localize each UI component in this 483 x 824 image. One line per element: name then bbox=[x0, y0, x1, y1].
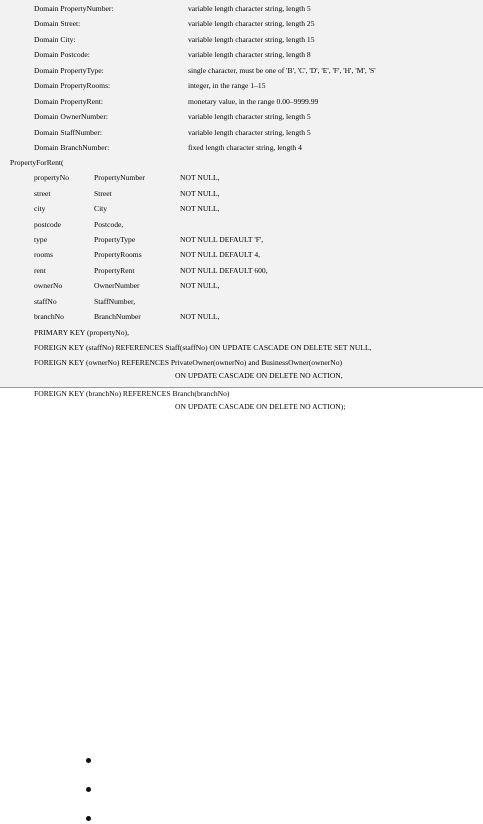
domain-definition: variable length character string, length 25 bbox=[188, 19, 315, 28]
domain-name: Domain PropertyNumber: bbox=[34, 4, 114, 13]
foreign-key-action-line: ON UPDATE CASCADE ON DELETE NO ACTION, bbox=[175, 371, 343, 380]
domain-name: Domain PropertyType: bbox=[34, 66, 104, 75]
column-name: ownerNo bbox=[34, 281, 63, 290]
domain-definition: variable length character string, length 5 bbox=[188, 112, 311, 121]
schema-definition-box bbox=[0, 0, 483, 388]
domain-name: Domain Street: bbox=[34, 19, 81, 28]
column-name: branchNo bbox=[34, 312, 64, 321]
column-domain: PropertyNumber bbox=[94, 173, 146, 182]
column-domain: StaffNumber, bbox=[94, 297, 136, 306]
domain-definition: single character, must be one of 'B', 'C', 'D', 'E', 'F', 'H', 'M', 'S' bbox=[188, 66, 376, 75]
column-name: type bbox=[34, 235, 48, 244]
column-domain: PropertyType bbox=[94, 235, 136, 244]
domain-name: Domain PropertyRooms: bbox=[34, 81, 111, 90]
domain-definition: monetary value, in the range 0.00–9999.99 bbox=[188, 97, 319, 106]
domain-definition: fixed length character string, length 4 bbox=[188, 143, 302, 152]
domain-definition: variable length character string, length 8 bbox=[188, 50, 311, 59]
column-domain: OwnerNumber bbox=[94, 281, 140, 290]
column-name: street bbox=[34, 189, 51, 198]
relation-header: PropertyForRent( bbox=[10, 158, 64, 167]
foreign-key-line: FOREIGN KEY (staffNo) REFERENCES Staff(staffNo) ON UPDATE CASCADE ON DELETE SET NULL, bbox=[34, 343, 372, 352]
foreign-key-line: FOREIGN KEY (branchNo) REFERENCES Branch(branchNo) bbox=[34, 389, 230, 398]
bullet-point bbox=[86, 787, 91, 792]
column-name: city bbox=[34, 204, 46, 213]
column-name: postcode bbox=[34, 220, 61, 229]
domain-name: Domain Postcode: bbox=[34, 50, 90, 59]
column-name: staffNo bbox=[34, 297, 57, 306]
foreign-key-action-line: ON UPDATE CASCADE ON DELETE NO ACTION); bbox=[175, 402, 346, 411]
column-domain: PropertyRent bbox=[94, 266, 135, 275]
column-constraint: NOT NULL, bbox=[180, 173, 220, 182]
domain-name: Domain OwnerNumber: bbox=[34, 112, 109, 121]
domain-definition: integer, in the range 1–15 bbox=[188, 81, 266, 90]
bullet-point bbox=[86, 816, 91, 821]
column-constraint: NOT NULL, bbox=[180, 312, 220, 321]
column-constraint: NOT NULL, bbox=[180, 189, 220, 198]
bullet-point bbox=[86, 758, 91, 763]
primary-key-line: PRIMARY KEY (propertyNo), bbox=[34, 328, 129, 337]
domain-name: Domain BranchNumber: bbox=[34, 143, 110, 152]
column-constraint: NOT NULL DEFAULT 600, bbox=[180, 266, 268, 275]
column-constraint: NOT NULL DEFAULT 4, bbox=[180, 250, 261, 259]
column-constraint: NOT NULL DEFAULT 'F', bbox=[180, 235, 264, 244]
column-constraint: NOT NULL, bbox=[180, 281, 220, 290]
domain-definition: variable length character string, length 15 bbox=[188, 35, 315, 44]
domain-name: Domain PropertyRent: bbox=[34, 97, 103, 106]
domain-name: Domain City: bbox=[34, 35, 76, 44]
column-name: rooms bbox=[34, 250, 53, 259]
column-domain: Street bbox=[94, 189, 112, 198]
domain-definition: variable length character string, length 5 bbox=[188, 128, 311, 137]
column-domain: BranchNumber bbox=[94, 312, 141, 321]
column-name: rent bbox=[34, 266, 46, 275]
column-constraint: NOT NULL, bbox=[180, 204, 220, 213]
foreign-key-line: FOREIGN KEY (ownerNo) REFERENCES PrivateOwner(ownerNo) and BusinessOwner(ownerNo) bbox=[34, 358, 343, 367]
column-domain: PropertyRooms bbox=[94, 250, 142, 259]
domain-name: Domain StaffNumber: bbox=[34, 128, 102, 137]
column-domain: City bbox=[94, 204, 108, 213]
column-name: propertyNo bbox=[34, 173, 70, 182]
domain-definition: variable length character string, length 5 bbox=[188, 4, 311, 13]
column-domain: Postcode, bbox=[94, 220, 124, 229]
